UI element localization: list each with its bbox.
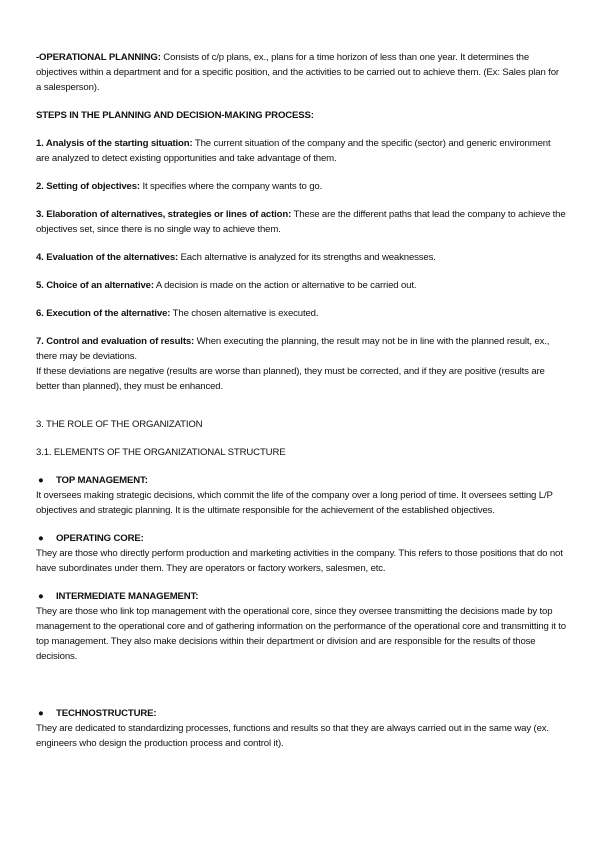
section-heading: 3. THE ROLE OF THE ORGANIZATION (36, 419, 203, 430)
steps-heading: STEPS IN THE PLANNING AND DECISION-MAKING PROCESS: (36, 110, 314, 121)
element-technostructure-title-row (36, 706, 566, 721)
step-2-text: It specifies where the company wants to go. (139, 181, 323, 192)
deviation-note: If these deviations are negative (results are worse than planned), they must be corrected, and if they are positive (results are better than planned), they must be enhanced. (36, 366, 545, 392)
step-4-text: Each alternative is analyzed for its strengths and weaknesses. (178, 252, 436, 263)
operational-planning-paragraph (36, 50, 566, 95)
step-7-text: When executing the planning, the result may not be in line with the planned result, ex., there may be deviations. (36, 336, 550, 362)
step-2 (36, 179, 566, 194)
element-operating-core-text: They are those who directly perform production and marketing activities in the company. This refers to those positions that do not have subordinates under them. They are operators or factory workers, salesmen, etc. (36, 548, 563, 574)
element-top-management-title-row (36, 473, 566, 488)
operational-planning-label: -OPERATIONAL PLANNING: (36, 52, 161, 63)
element-intermediate-management-title: INTERMEDIATE MANAGEMENT: (56, 591, 199, 602)
bullet-icon: ● (38, 533, 44, 544)
bullet-icon: ● (38, 591, 44, 602)
step-3-text: These are the different paths that lead the company to achieve the objectives set, since there is no single way to achieve them. (36, 209, 566, 235)
element-technostructure-text: They are dedicated to standardizing processes, functions and results so that they are always carried out in the same way (ex. engineers who design the production process and control it). (36, 723, 549, 749)
element-intermediate-management-title-row (36, 589, 566, 604)
step-1 (36, 136, 566, 166)
step-6-label: 6. Execution of the alternative: (36, 308, 171, 319)
element-intermediate-management (36, 589, 566, 664)
bullet-icon: ● (38, 475, 44, 486)
step-5-text: A decision is made on the action or alternative to be carried out. (153, 280, 417, 291)
element-top-management (36, 473, 566, 518)
step-2-label: 2. Setting of objectives: (36, 181, 140, 192)
element-operating-core-title: OPERATING CORE: (56, 533, 144, 544)
element-operating-core (36, 531, 566, 576)
step-1-text: The current situation of the company and the specific (sector) and generic environment are analyzed to detect existing opportunities and take advantage of them. (36, 138, 551, 164)
step-3 (36, 207, 566, 237)
element-operating-core-title-row (36, 531, 566, 546)
step-3-label: 3. Elaboration of alternatives, strategies or lines of action: (36, 209, 292, 220)
step-7 (36, 334, 566, 364)
element-technostructure-title: TECHNOSTRUCTURE: (56, 708, 157, 719)
element-intermediate-management-text: They are those who link top management with the operational core, since they oversee transmitting the decisions made by top management to the operational core and of gathering information on the performance of the operational core and transmitting it to top management. They also make decisions within their department or division and are responsible for the results of those decisions. (36, 606, 566, 662)
step-6 (36, 306, 566, 321)
step-1-label: 1. Analysis of the starting situation: (36, 138, 193, 149)
step-6-text: The chosen alternative is executed. (170, 308, 319, 319)
element-top-management-title: TOP MANAGEMENT: (56, 475, 148, 486)
subsection-heading: 3.1. ELEMENTS OF THE ORGANIZATIONAL STRUCTURE (36, 447, 286, 458)
operational-planning-text: Consists of c/p plans, ex., plans for a time horizon of less than one year. It determines the objectives within a department and for a specific position, and the activities to be carried out to achieve them. (Ex: Sales plan for a salesperson). (36, 52, 559, 93)
step-7-label: 7. Control and evaluation of results: (36, 336, 195, 347)
element-technostructure (36, 706, 566, 751)
step-4 (36, 250, 566, 265)
document-page (36, 50, 566, 751)
step-5 (36, 278, 566, 293)
element-top-management-text: It oversees making strategic decisions, which commit the life of the company over a long period of time. It oversees setting L/P objectives and strategic planning. It is the ultimate responsible for the achievement of the established objectives. (36, 490, 553, 516)
step-4-label: 4. Evaluation of the alternatives: (36, 252, 179, 263)
step-5-label: 5. Choice of an alternative: (36, 280, 154, 291)
bullet-icon: ● (38, 708, 44, 719)
